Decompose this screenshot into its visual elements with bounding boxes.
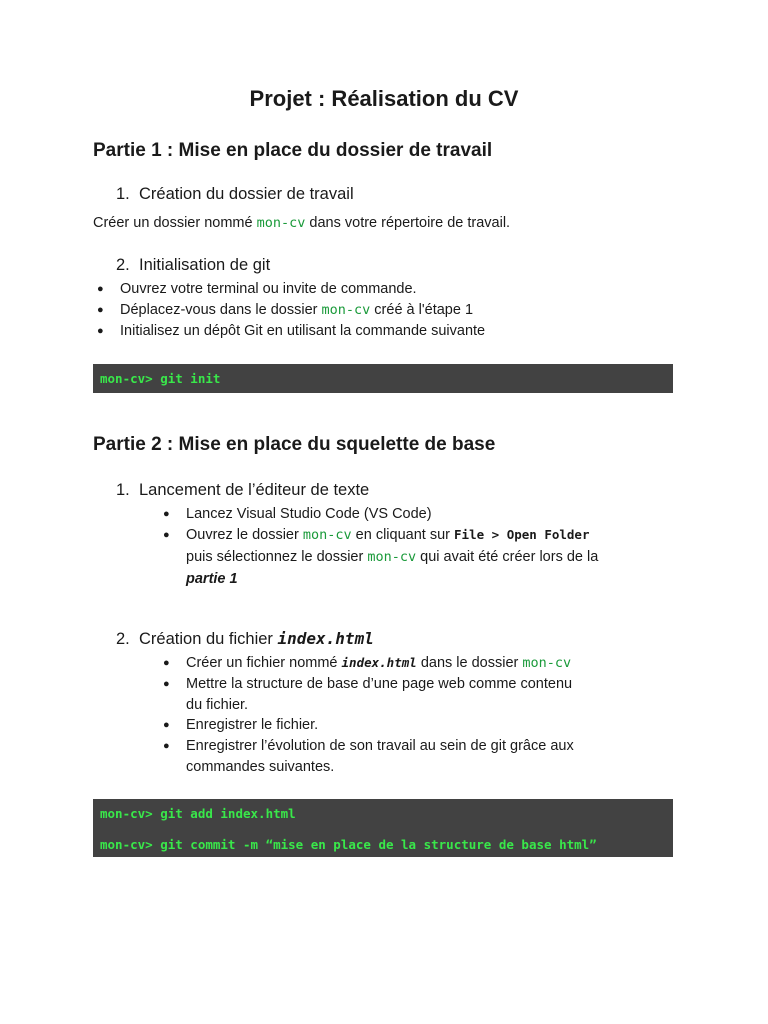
code-line: mon-cv> git commit -m “mise en place de la structure de base html” [100, 837, 597, 852]
bullet-icon: ● [163, 657, 170, 669]
list-item [120, 302, 473, 318]
bullet-icon: ● [163, 529, 170, 541]
list-item-continuation: commandes suivantes. [186, 759, 335, 775]
list-item-continuation: du fichier. [186, 697, 249, 713]
list-item: Enregistrer le fichier. [186, 717, 319, 733]
part1-section1-text [93, 215, 510, 231]
list-item-continuation [186, 549, 598, 565]
text: Déplacez-vous dans le dossier [120, 302, 322, 318]
text: créé à l'étape 1 [370, 302, 474, 318]
list-item: Lancez Visual Studio Code (VS Code) [186, 506, 432, 522]
inline-code: index.html [341, 655, 417, 670]
section-number: 1. [116, 185, 130, 203]
list-item: Enregistrer l’évolution de son travail au sein de git grâce aux [186, 738, 574, 754]
text: Ouvrez le dossier [186, 527, 303, 543]
section-number: 2. [116, 256, 130, 274]
list-item [186, 527, 589, 543]
menu-path: File > Open Folder [454, 527, 590, 542]
list-item [186, 655, 571, 671]
section-number: 2. [116, 630, 130, 648]
bullet-icon: ● [163, 740, 170, 752]
text: qui avait été créer lors de la [416, 549, 599, 565]
part2-section1-heading [116, 481, 369, 500]
bullet-icon: ● [163, 508, 170, 520]
emphasis-text: partie 1 [186, 571, 238, 587]
document-title: Projet : Réalisation du CV [249, 86, 519, 111]
code-line: mon-cv> git add index.html [100, 806, 296, 821]
list-item: Initialisez un dépôt Git en utilisant la commande suivante [120, 323, 486, 339]
inline-code: mon-cv [367, 549, 417, 565]
text: en cliquant sur [351, 527, 455, 543]
inline-code: mon-cv [522, 655, 572, 671]
code-block [93, 799, 673, 857]
bullet-icon: ● [163, 719, 170, 731]
part1-section1-heading [116, 185, 354, 204]
text: puis sélectionnez le dossier [186, 549, 368, 565]
part2-heading: Partie 2 : Mise en place du squelette de base [93, 434, 496, 455]
section-title: Lancement de l’éditeur de texte [139, 481, 370, 499]
inline-code: mon-cv [321, 302, 371, 318]
list-item: Ouvrez votre terminal ou invite de commande. [120, 281, 417, 297]
bullet-icon: ● [97, 325, 104, 337]
part1-heading: Partie 1 : Mise en place du dossier de travail [93, 140, 493, 161]
inline-code: index.html [277, 629, 374, 648]
code-block [93, 364, 673, 393]
text: Créer un fichier nommé [186, 655, 342, 671]
inline-code: mon-cv [256, 215, 306, 231]
section-title: Création du dossier de travail [139, 185, 354, 203]
part1-section2-heading [116, 256, 270, 275]
text: dans votre répertoire de travail. [305, 215, 511, 231]
part2-section2-heading [116, 629, 374, 649]
text: dans le dossier [416, 655, 523, 671]
code-line: mon-cv> git init [100, 371, 221, 386]
text: Créer un dossier nommé [93, 215, 257, 231]
section-title: Initialisation de git [139, 256, 271, 274]
bullet-icon: ● [97, 283, 104, 295]
bullet-icon: ● [97, 304, 104, 316]
bullet-icon: ● [163, 678, 170, 690]
inline-code: mon-cv [302, 527, 352, 543]
section-number: 1. [116, 481, 130, 499]
list-item: Mettre la structure de base d’une page web comme contenu [186, 676, 573, 692]
section-title: Création du fichier [139, 630, 278, 648]
